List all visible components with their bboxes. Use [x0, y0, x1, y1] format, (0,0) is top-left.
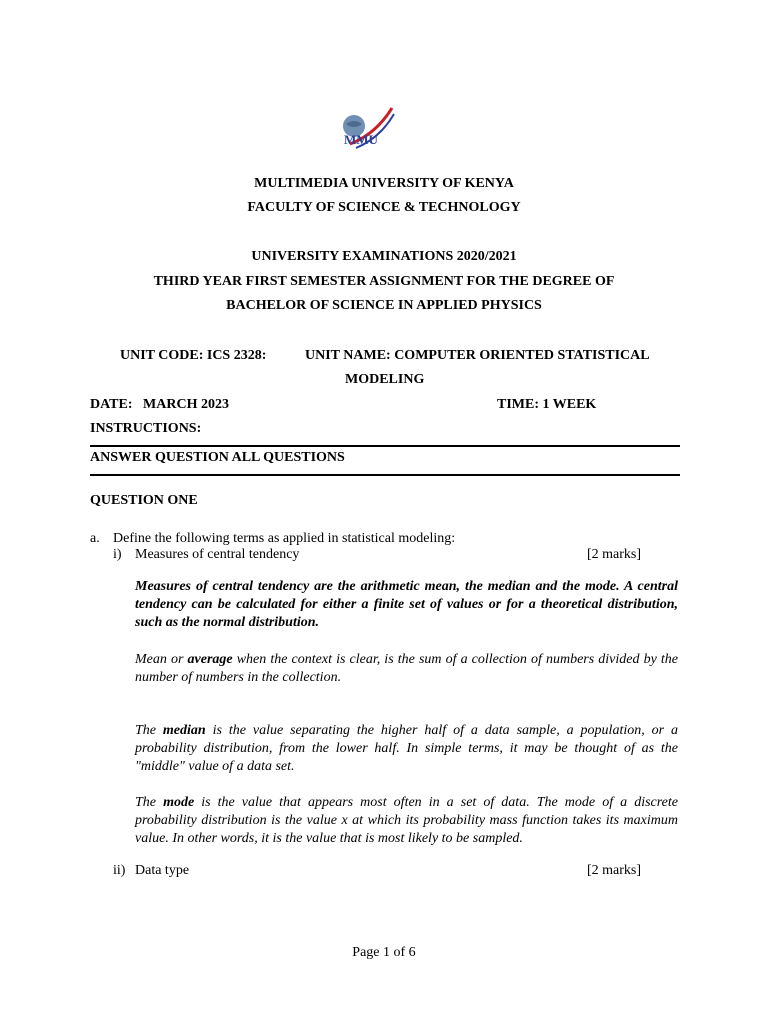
median-rest: is the value separating the higher half of a data sample, a population, or a probability distribution, from the lower half. In simple terms, it may be thought of as the "middle" value of a data set. — [135, 723, 678, 774]
answer-median — [135, 722, 678, 776]
answer-mode — [135, 794, 678, 848]
answer-central-tendency: Measures of central tendency are the arithmetic mean, the median and the mode. A central tendency can be calculated for either a finite set of values or for a theoretical distribution, such as the normal distribution. — [135, 579, 678, 630]
exam-date: DATE: MARCH 2023 — [90, 397, 229, 412]
page-number: Page 1 of 6 — [352, 945, 416, 960]
university-logo — [336, 104, 396, 158]
mode-term: mode — [163, 795, 195, 810]
part-ii-text: Data type — [135, 863, 190, 878]
part-ii-marks: [2 marks] — [587, 863, 642, 878]
unit-code: UNIT CODE: ICS 2328: — [120, 348, 267, 363]
unit-name: UNIT NAME: COMPUTER ORIENTED STATISTICAL — [305, 348, 650, 363]
divider-top — [90, 445, 680, 447]
logo-text: MMU — [344, 132, 378, 147]
median-prefix: The — [135, 723, 163, 738]
part-ii-label: ii) — [113, 863, 126, 878]
mean-prefix: Mean or — [135, 652, 188, 667]
question-one-title: QUESTION ONE — [90, 493, 198, 508]
university-name: MULTIMEDIA UNIVERSITY OF KENYA — [254, 176, 514, 191]
part-i-label: i) — [113, 547, 122, 562]
exam-title: UNIVERSITY EXAMINATIONS 2020/2021 — [251, 249, 517, 264]
answer-instruction: ANSWER QUESTION ALL QUESTIONS — [90, 450, 345, 465]
answer-mean — [135, 651, 678, 687]
mean-term: average — [187, 652, 233, 667]
exam-time: TIME: 1 WEEK — [497, 397, 597, 412]
mmu-logo-graphic — [336, 104, 396, 158]
median-term: median — [162, 723, 206, 738]
mean-rest: when the context is clear, is the sum of a collection of numbers divided by the number of numbers in the collection. — [135, 652, 678, 685]
instructions-label: INSTRUCTIONS: — [90, 421, 202, 436]
part-a-text: Define the following terms as applied in statistical modeling: — [113, 531, 456, 546]
part-i-text: Measures of central tendency — [135, 547, 300, 562]
part-a-label: a. — [90, 531, 100, 546]
assignment-title: THIRD YEAR FIRST SEMESTER ASSIGNMENT FOR THE DEGREE OF — [153, 274, 615, 289]
divider-bottom — [90, 474, 680, 476]
mode-rest: is the value that appears most often in a set of data. The mode of a discrete probability distribution is the value x at which its probability mass function takes its maximum value. In other words, it is the value that is most likely to be sampled. — [135, 795, 678, 846]
unit-name-cont: MODELING — [345, 372, 425, 387]
faculty-name: FACULTY OF SCIENCE & TECHNOLOGY — [247, 200, 521, 215]
degree-title: BACHELOR OF SCIENCE IN APPLIED PHYSICS — [226, 298, 542, 313]
part-i-marks: [2 marks] — [587, 547, 642, 562]
mode-prefix: The — [135, 795, 164, 810]
